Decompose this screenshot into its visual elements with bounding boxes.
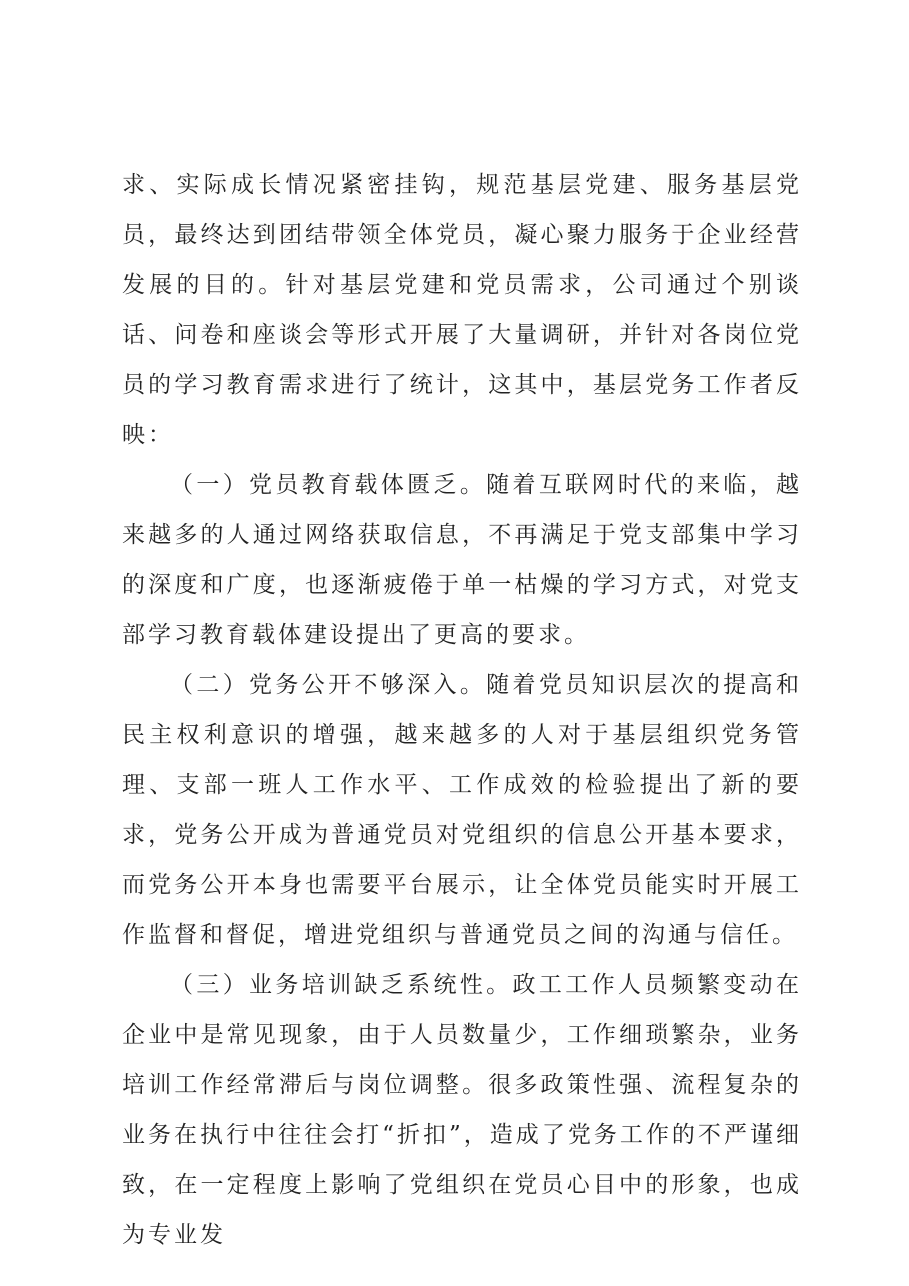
document-body [122,160,802,1260]
paragraph-continuation: 求、实际成长情况紧密挂钩，规范基层党建、服务基层党员，最终达到团结带领全体党员，凝心聚力服务于企业经营发展的目的。针对基层党建和党员需求，公司通过个别谈话、问卷和座谈会等形式开展了大量调研，并针对各岗位党员的学习教育需求进行了统计，这其中，基层党务工作者反映： [122,172,802,448]
paragraph-item-3: （三）业务培训缺乏系统性。政工工作人员频繁变动在企业中是常见现象，由于人员数量少，工作细琐繁杂，业务培训工作经常滞后与岗位调整。很多政策性强、流程复杂的业务在执行中往往会打“折扣”，造成了党务工作的不严谨细致，在一定程度上影响了党组织在党员心目中的形象，也成为专业发 [122,972,802,1248]
paragraph-item-2: （二）党务公开不够深入。随着党员知识层次的提高和民主权利意识的增强，越来越多的人对于基层组织党务管理、支部一班人工作水平、工作成效的检验提出了新的要求，党务公开成为普通党员对党组织的信息公开基本要求，而党务公开本身也需要平台展示，让全体党员能实时开展工作监督和督促，增进党组织与普通党员之间的沟通与信任。 [122,672,802,948]
paragraph-item-1: （一）党员教育载体匮乏。随着互联网时代的来临，越来越多的人通过网络获取信息，不再满足于党支部集中学习的深度和广度，也逐渐疲倦于单一枯燥的学习方式，对党支部学习教育载体建设提出了更高的要求。 [122,472,802,648]
